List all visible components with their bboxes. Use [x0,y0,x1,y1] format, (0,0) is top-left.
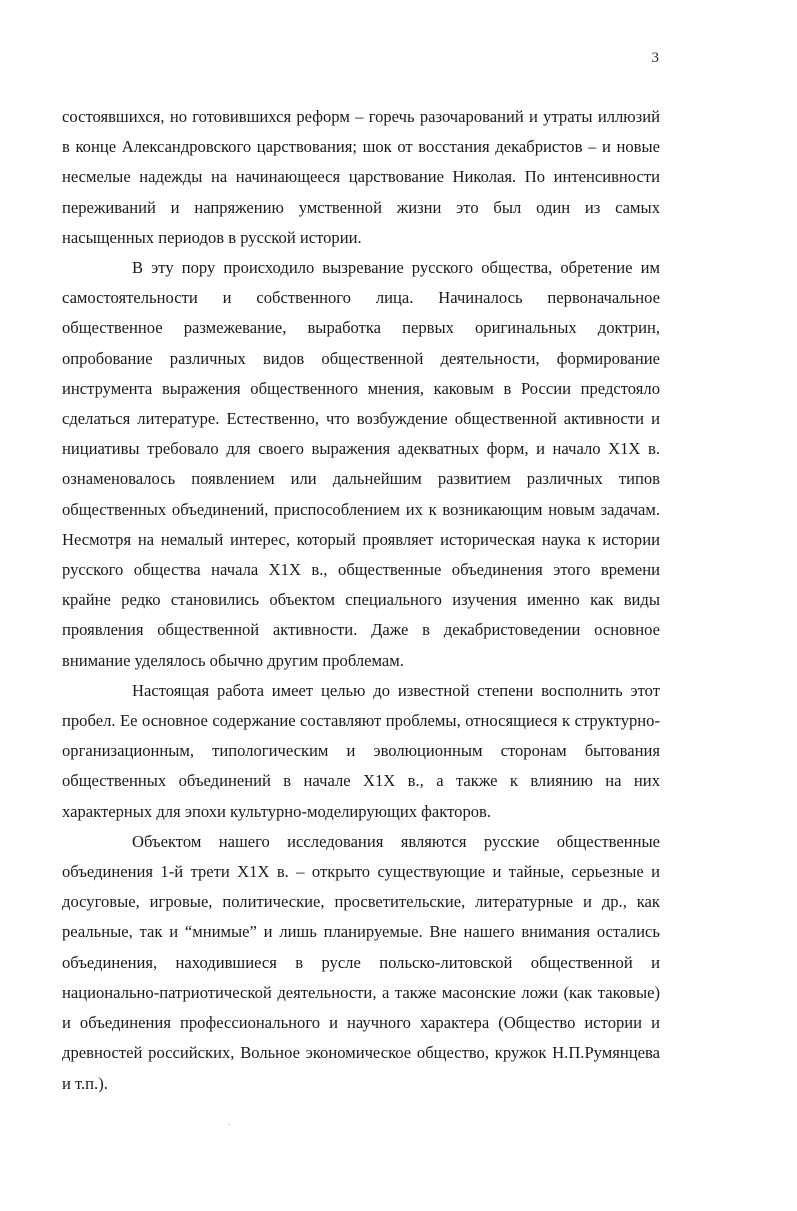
paragraph-research-object: Объектом нашего исследования являются русские общественные объединения 1-й трети X1X в. – открыто существующие и тайные, серьезные и досуговые, игровые, политические, просветительские, литературные и др., как реальные, так и “мнимые” и лишь планируемые. Вне нашего внимания остались объединения, находившиеся в русле польско-литовской общественной и национально-патриотической деятельности, а также масонские ложи (как таковые) и объединения профессионального и научного характера (Общество истории и древностей российских, Вольное экономическое общество, кружок Н.П.Румянцева и т.п.). [62,831,660,1093]
page-number: 3 [651,50,659,66]
paragraph-continuation: состоявшихся, но готовившихся реформ – горечь разочарований и утраты иллюзий в конце Александровского царствования; шок от восстания декабристов – и новые несмелые надежды на начинающееся царствование Николая. По интенсивности переживаний и напряжению умственной жизни это был один из самых насыщенных периодов в русской истории. [62,107,660,247]
paragraph-work-purpose: Настоящая работа имеет целью до известной степени восполнить этот пробел. Ее основное содержание составляют проблемы, относящиеся к структурно-организационным, типологическим и эволюционным сторонам бытования общественных объединений в начале X1X в., а также к влиянию на них характерных для эпохи культурно-моделирующих факторов. [62,680,660,821]
body-text [62,102,660,1099]
paragraph-society-maturation: В эту пору происходило вызревание русского общества, обретение им самостоятельности и собственного лица. Начиналось первоначальное общественное размежевание, выработка первых оригинальных доктрин, опробование различных видов общественной деятельности, формирование инструмента выражения общественного мнения, каковым в России предстояло сделаться литературе. Естественно, что возбуждение общественной активности и нициативы требовало для своего выражения адекватных форм, и начало X1X в. ознаменовалось появлением или дальнейшим развитием различных типов общественных объединений, приспособлением их к возникающим новым задачам. Несмотря на немалый интерес, который проявляет историческая наука к истории русского общества начала X1X в., общественные объединения этого времени крайне редко становились объектом специального изучения именно как виды проявления общественной активности. Даже в декабристоведении основное внимание уделялось обычно другим проблемам. [62,258,660,670]
scan-artifact [228,1124,230,1125]
